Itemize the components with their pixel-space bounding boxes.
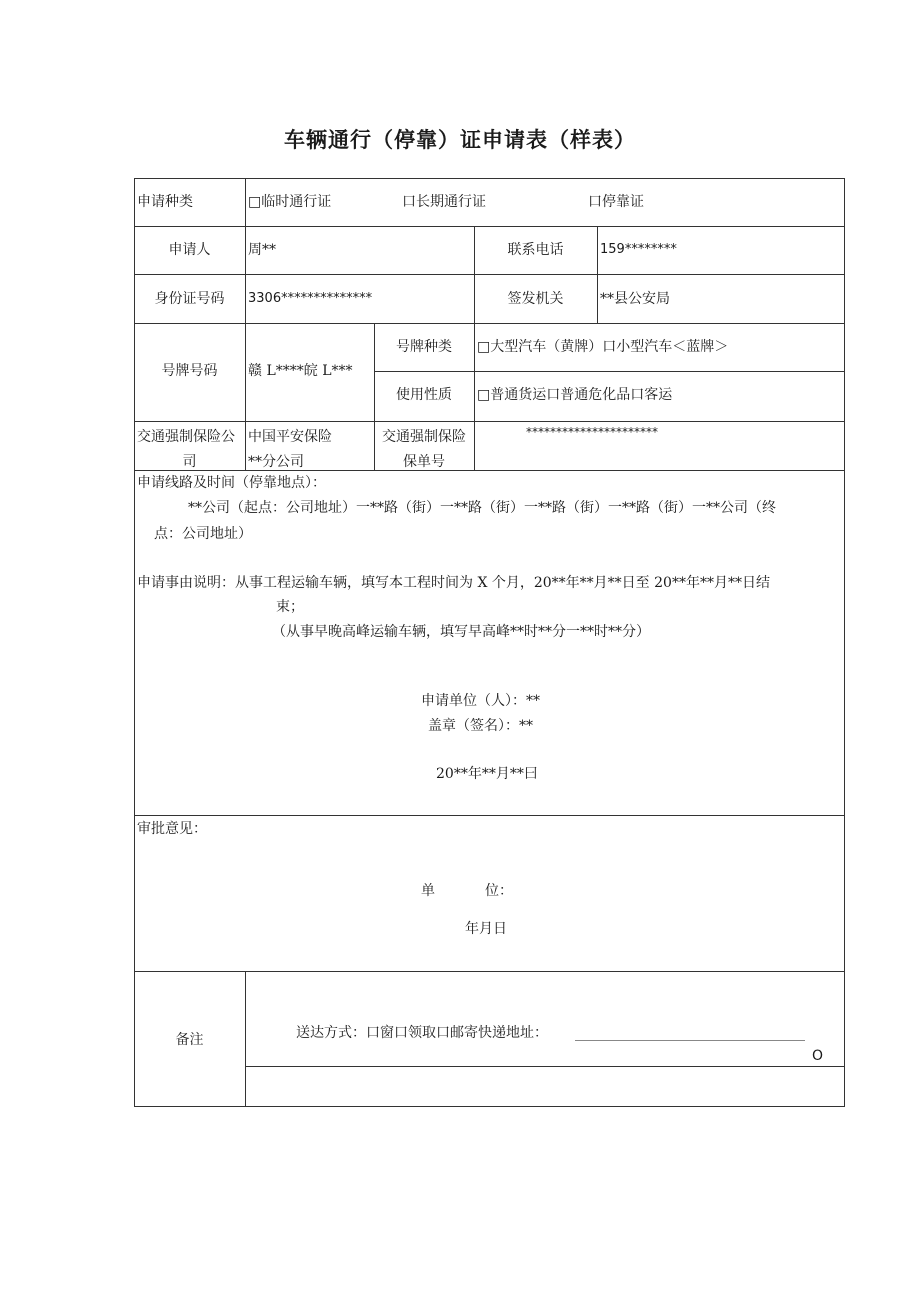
- row-divider: [134, 226, 845, 227]
- parking-permit-checkbox[interactable]: 口停靠证: [588, 194, 644, 210]
- form-table: [134, 178, 845, 1107]
- form-title: 车辆通行（停靠）证申请表（样表）: [284, 128, 636, 152]
- route-description-cont[interactable]: 点：公司地址）: [154, 526, 252, 542]
- phone-label: 联系电话: [507, 242, 564, 258]
- issuing-authority-field[interactable]: **县公安局: [600, 291, 670, 307]
- delivery-method[interactable]: 送达方式：口窗口领取口邮寄快递地址：: [296, 1025, 548, 1041]
- plate-type-options[interactable]: □大型汽车（黄牌）口小型汽车＜蓝牌＞: [477, 339, 729, 355]
- col-divider: [474, 323, 475, 471]
- plate-number-label: 号牌号码: [161, 363, 218, 379]
- usage-options[interactable]: □普通货运口普通危化品口客运: [477, 387, 673, 403]
- applicant-field[interactable]: 周**: [248, 242, 276, 258]
- address-underline[interactable]: [575, 1040, 805, 1041]
- remarks-label: 备注: [175, 1032, 204, 1048]
- row-divider: [374, 371, 845, 372]
- route-description[interactable]: **公司（起点：公司地址）一**路（街）一**路（街）一**路（街）一**路（街）一**公司（终: [188, 500, 776, 516]
- policy-number-label: 交通强制保险: [382, 429, 466, 445]
- row-divider: [245, 1066, 845, 1067]
- approval-heading: 审批意见：: [137, 821, 207, 837]
- reason-note: （从事早晚高峰运输车辆，填写早高峰**时**分一**时**分）: [272, 624, 650, 640]
- insurance-company-field-cont[interactable]: **分公司: [248, 454, 304, 470]
- row-divider: [134, 274, 845, 275]
- applicant-label: 申请人: [168, 242, 211, 258]
- reason-description-cont[interactable]: 束；: [276, 599, 304, 615]
- application-date[interactable]: 20**年**月**曰: [436, 766, 538, 782]
- row-divider: [134, 971, 845, 972]
- col-divider: [245, 178, 246, 471]
- end-mark: O: [812, 1048, 824, 1064]
- row-divider: [134, 421, 845, 422]
- applicant-unit[interactable]: 申请单位（人）：**: [421, 693, 540, 709]
- applicant-seal[interactable]: 盖章（签名）：**: [428, 718, 533, 734]
- application-type-label: 申请种类: [137, 194, 193, 210]
- insurance-company-field[interactable]: 中国平安保险: [248, 429, 332, 445]
- approval-unit-label: 单: [421, 883, 435, 899]
- temporary-pass-checkbox[interactable]: □临时通行证: [248, 194, 332, 210]
- route-heading: 申请线路及时间（停靠地点）：: [137, 475, 326, 491]
- issuing-authority-label: 签发机关: [507, 291, 564, 307]
- plate-type-label: 号牌种类: [396, 339, 452, 355]
- col-divider: [597, 226, 598, 324]
- plate-number-field[interactable]: 赣 L****皖 L***: [248, 363, 353, 379]
- insurance-company-label: 交通强制保险公: [137, 429, 235, 445]
- id-number-label: 身份证号码: [154, 291, 225, 307]
- approval-unit-label-cont: 位：: [485, 883, 513, 899]
- policy-number-label-cont: 保单号: [403, 454, 445, 470]
- row-divider: [134, 323, 845, 324]
- reason-description[interactable]: 申请事由说明：从事工程运输车辆，填写本工程时间为 X 个月，20**年**月**日至 20**年**月**日结: [137, 575, 770, 591]
- approval-date: 年月日: [465, 921, 507, 937]
- usage-label: 使用性质: [396, 387, 452, 403]
- row-divider: [134, 815, 845, 816]
- col-divider: [245, 971, 246, 1107]
- phone-field[interactable]: 159********: [600, 242, 677, 257]
- long-term-pass-checkbox[interactable]: 口长期通行证: [402, 194, 486, 210]
- id-number-field[interactable]: 3306**************: [248, 291, 373, 306]
- insurance-company-label-cont: 司: [182, 454, 197, 470]
- policy-number-field[interactable]: **********************: [526, 425, 658, 439]
